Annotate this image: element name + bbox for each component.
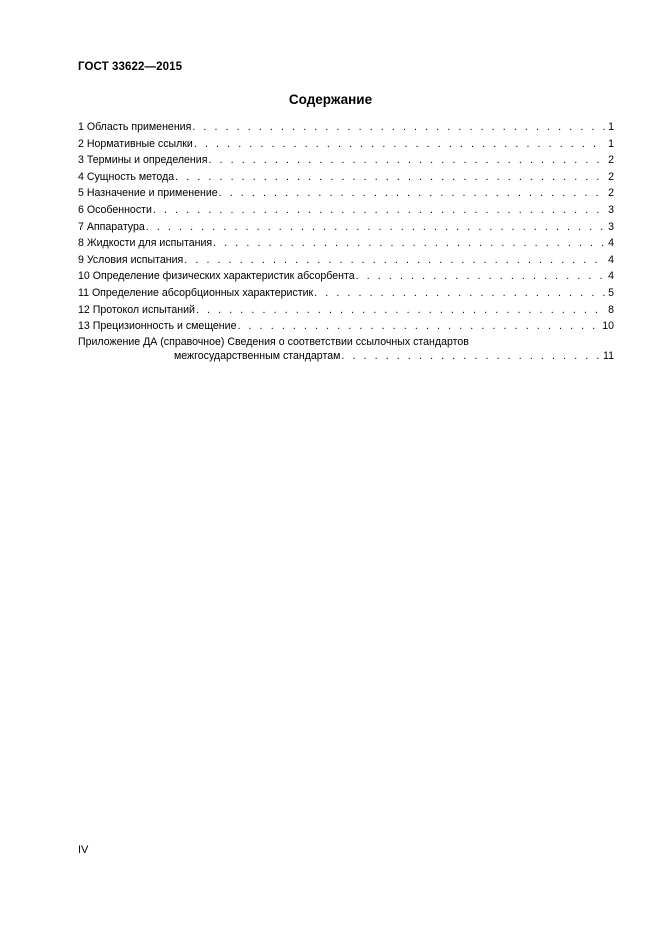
toc-entry-label: 5 Назначение и применение bbox=[78, 187, 218, 200]
toc-entry-page: 2 bbox=[608, 187, 614, 200]
toc-leader-dots bbox=[194, 136, 605, 153]
toc-entry[interactable] bbox=[78, 285, 614, 302]
toc-entry[interactable] bbox=[78, 252, 614, 269]
toc-entry-label: 3 Термины и определения bbox=[78, 154, 208, 167]
toc-entry-page: 1 bbox=[608, 121, 614, 133]
toc-entry-label: 2 Нормативные ссылки bbox=[78, 137, 193, 150]
toc-entry[interactable] bbox=[78, 268, 614, 285]
toc-entry[interactable] bbox=[78, 302, 614, 319]
toc-entry[interactable] bbox=[78, 235, 614, 252]
toc-leader-dots bbox=[146, 219, 605, 236]
toc-leader-dots bbox=[153, 202, 605, 219]
toc-entry-page: 1 bbox=[608, 137, 614, 150]
toc-entry-page: 10 bbox=[602, 320, 614, 333]
toc-title: Содержание bbox=[288, 92, 373, 107]
page-number: IV bbox=[78, 844, 89, 856]
toc-entry-label: 9 Условия испытания bbox=[78, 253, 184, 266]
toc-entry-page: 5 bbox=[608, 286, 614, 299]
toc-leader-dots bbox=[219, 185, 605, 202]
toc-leader-dots bbox=[208, 152, 605, 169]
toc-entry-page: 4 bbox=[608, 270, 614, 283]
toc-leader-dots bbox=[237, 318, 599, 335]
toc-entry[interactable] bbox=[78, 202, 614, 219]
toc-entry-label: 1 Область применения bbox=[78, 121, 192, 133]
toc-entry-label: 12 Протокол испытаний bbox=[78, 303, 195, 316]
toc-leader-dots bbox=[196, 302, 605, 319]
toc-entry-label: 11 Определение абсорбционных характеристик bbox=[78, 286, 314, 299]
toc-entry-label: 4 Сущность метода bbox=[78, 170, 175, 183]
toc-entry-label: 7 Аппаратура bbox=[78, 220, 145, 233]
toc-entry[interactable] bbox=[78, 185, 614, 202]
appendix-continuation-row bbox=[78, 349, 614, 363]
toc-entry[interactable] bbox=[78, 152, 614, 169]
toc-leader-dots bbox=[314, 285, 605, 302]
toc-entry[interactable] bbox=[78, 136, 614, 153]
toc-appendix-entry[interactable] bbox=[78, 336, 614, 363]
toc-entry-page: 8 bbox=[608, 303, 614, 316]
toc-leader-dots bbox=[341, 349, 600, 363]
appendix-page: 11 bbox=[603, 349, 614, 362]
toc-entry-page: 4 bbox=[608, 237, 614, 250]
toc-entry-page: 4 bbox=[608, 253, 614, 266]
toc-entry-label: 10 Определение физических характеристик абсорбента bbox=[78, 270, 355, 283]
toc-leader-dots bbox=[192, 119, 605, 136]
toc-entry-label: 8 Жидкости для испытания bbox=[78, 237, 213, 250]
toc-entry[interactable] bbox=[78, 119, 614, 136]
appendix-title-line: Приложение ДА (справочное) Сведения о соответствии ссылочных стандартов bbox=[78, 335, 469, 348]
toc-entry-label: 6 Особенности bbox=[78, 203, 152, 216]
toc-entry[interactable] bbox=[78, 318, 614, 335]
toc-entry-page: 3 bbox=[608, 220, 614, 233]
toc-leader-dots bbox=[213, 235, 605, 252]
toc-entry-label: 13 Прецизионность и смещение bbox=[78, 320, 237, 333]
standard-code: ГОСТ 33622—2015 bbox=[78, 61, 183, 73]
appendix-title-continuation: межгосударственным стандартам bbox=[174, 349, 341, 362]
table-of-contents bbox=[78, 119, 614, 363]
toc-entry-page: 2 bbox=[608, 170, 614, 183]
toc-leader-dots bbox=[175, 169, 605, 186]
toc-entry-page: 3 bbox=[608, 203, 614, 216]
toc-leader-dots bbox=[184, 252, 605, 269]
toc-entry-page: 2 bbox=[608, 154, 614, 167]
toc-entry[interactable] bbox=[78, 219, 614, 236]
toc-entry[interactable] bbox=[78, 169, 614, 186]
toc-leader-dots bbox=[356, 268, 605, 285]
